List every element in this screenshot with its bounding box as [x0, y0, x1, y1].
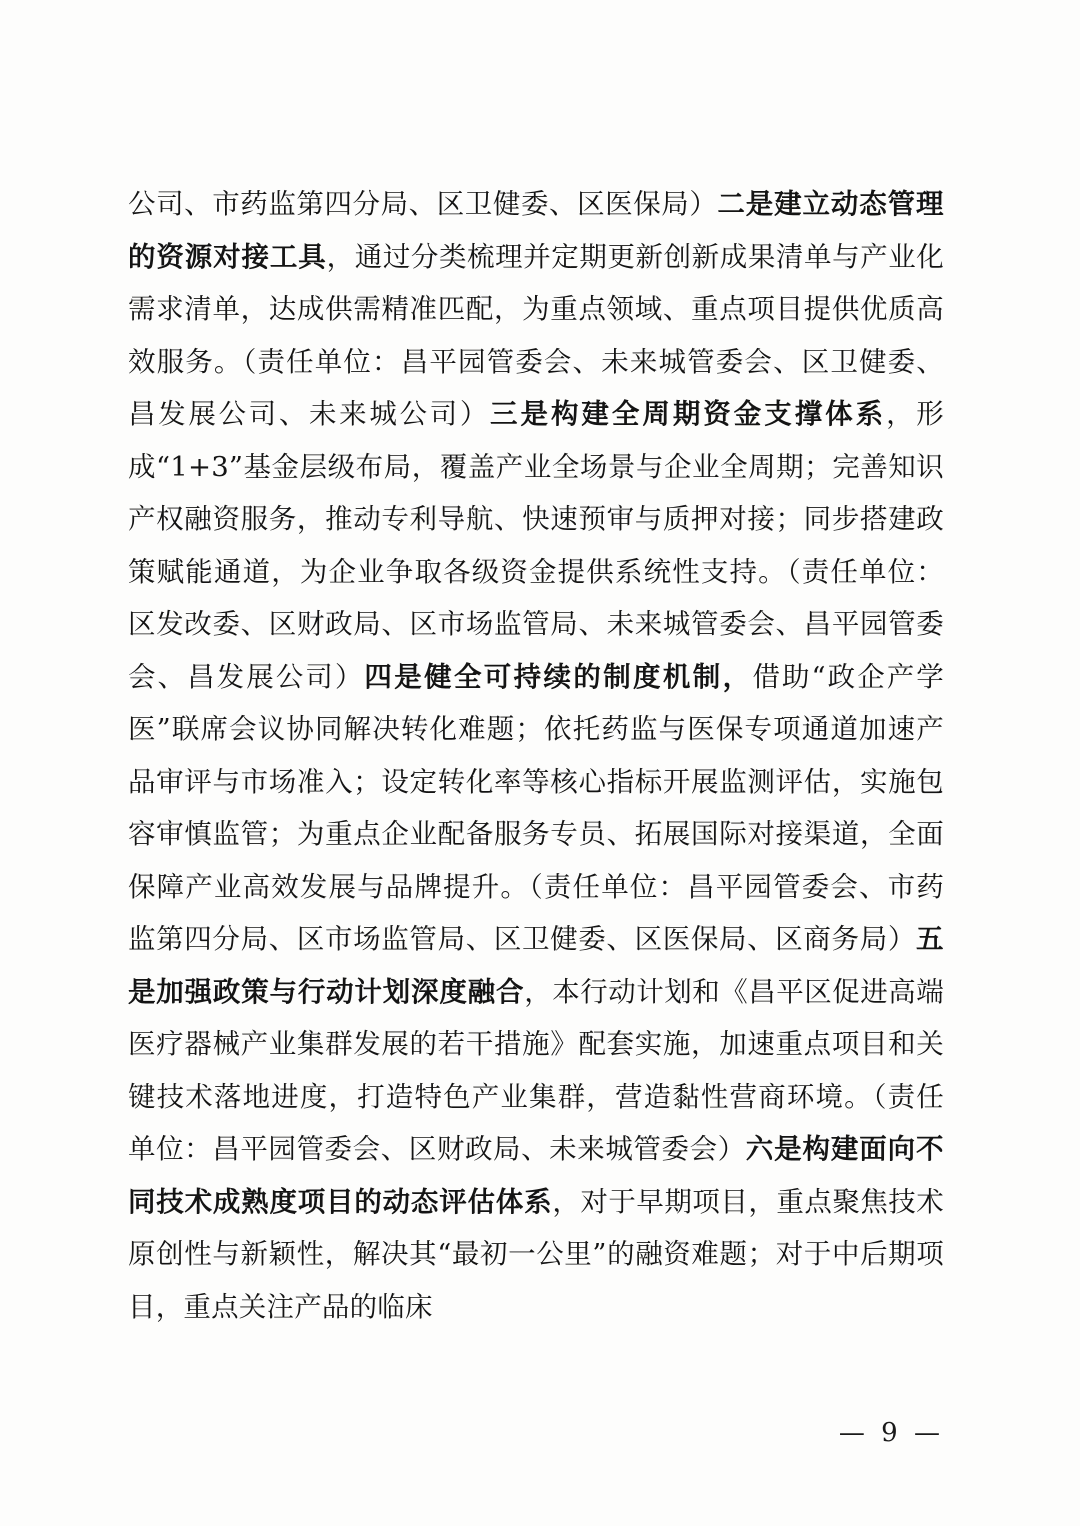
text-run: ，本行动计划和《昌平区促进高端医疗器械产业集群发展的若干措施》配套实施，加速重点项目和关键技术落地进度，打造特色产业集群，营造黏性营商环境。（责任单位：昌平园管委会、区财政局、未来城管委会） — [128, 975, 944, 1165]
emphasis-run: 三是构建全周期资金支撑体系 — [490, 398, 887, 430]
text-run: ，形成“1+3”基金层级布局，覆盖产业全场景与企业全周期；完善知识产权融资服务，推动专利导航、快速预审与质押对接；同步搭建政策赋能通道，为企业争取各级资金提供系统性支持。（责任单位：区发改委、区财政局、区市场监管局、未来城管委会、昌平园管委会、昌发展公司） — [128, 398, 944, 693]
paragraph — [128, 178, 944, 1333]
emphasis-run: 二是建立动态管理的资源对接工具 — [128, 188, 944, 273]
emphasis-run: 六是构建面向不同技术成熟度项目的动态评估体系 — [128, 1133, 945, 1218]
page-body-text — [128, 178, 944, 1333]
page-number: — 9 — — [838, 1418, 944, 1448]
text-run: ，对于早期项目，重点聚焦技术原创性与新颖性，解决其“最初一公里”的融资难题；对于中后期项目，重点关注产品的临床 — [128, 1185, 944, 1323]
text-run: 公司、市药监第四分局、区卫健委、区医保局） — [128, 188, 718, 220]
text-run: 借助“政企产学医”联席会议协同解决转化难题；依托药监与医保专项通道加速产品审评与市场准入；设定转化率等核心指标开展监测评估，实施包容审慎监管；为重点企业配备服务专员、拓展国际对接渠道，全面保障产业高效发展与品牌提升。（责任单位：昌平园管委会、市药监第四分局、区市场监管局、区卫健委、区医保局、区商务局） — [128, 660, 945, 955]
emphasis-run: 四是健全可持续的制度机制， — [364, 660, 753, 693]
text-run: ，通过分类梳理并定期更新创新成果清单与产业化需求清单，达成供需精准匹配，为重点领域、重点项目提供优质高效服务。（责任单位：昌平园管委会、未来城管委会、区卫健委、昌发展公司、未来城公司） — [128, 240, 944, 430]
emphasis-run: 五是加强政策与行动计划深度融合 — [128, 923, 944, 1008]
